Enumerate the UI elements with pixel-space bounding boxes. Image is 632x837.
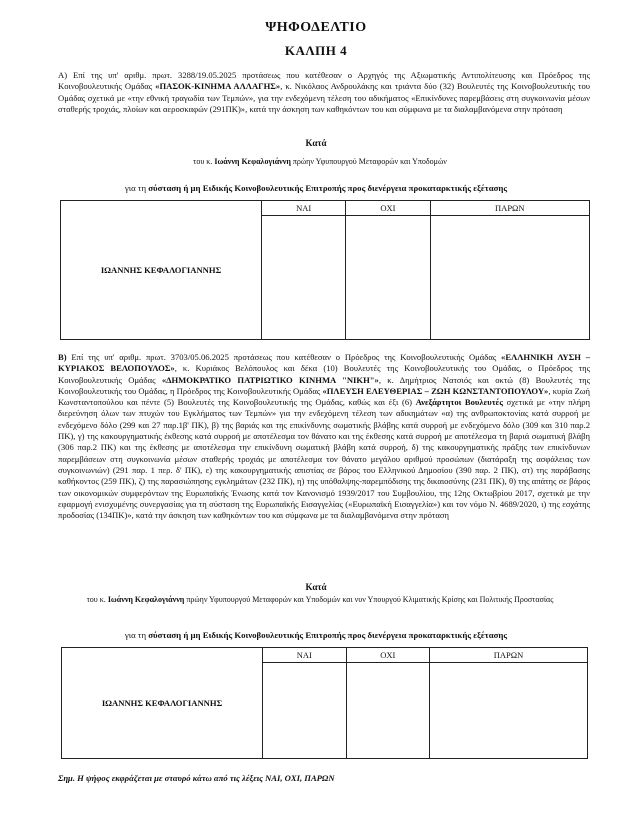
against-2-suffix: πρώην Υφυπουργού Μεταφορών και Υποδομών και νυν Υπουργού Κλιματικής Κρίσης και Πολιτικής Προστασίας — [184, 595, 554, 604]
present-header-2: ΠΑΡΩΝ — [430, 648, 588, 663]
candidate-name-1: ΙΩΑΝΝΗΣ ΚΕΦΑΛΟΓΙΑΝΝΗΣ — [100, 265, 222, 275]
yes-header-2: ΝΑΙ — [263, 648, 347, 663]
ballot-box-number: ΚΑΛΠΗ 4 — [284, 43, 348, 58]
proposal-b-text — [58, 352, 590, 521]
section-a-label: Α) — [58, 70, 68, 80]
no-header-2: ΟΧΙ — [346, 648, 430, 663]
candidate-name-2: ΙΩΑΝΝΗΣ ΚΕΦΑΛΟΓΙΑΝΝΗΣ — [101, 698, 223, 708]
proposal-b-party-1: «ΕΛΛΗΝΙΚΗ ΛΥΣΗ – ΚΥΡΙΑΚΟΣ ΒΕΛΟΠΟΥΛΟΣ» — [58, 352, 590, 374]
proposal-b-part-2: , κ. Κυριάκος Βελόπουλος και δέκα (10) Βουλευτές της Κοινοβουλευτικής του Ομάδας, ο Πρόεδρος της Κοινοβουλευτικής Ομάδας — [58, 363, 591, 385]
candidate-name-cell-2 — [62, 648, 263, 759]
proposal-b-party-2: «ΔΗΜΟΚΡΑΤΙΚΟ ΠΑΤΡΙΩΤΙΚΟ ΚΙΝΗΜΑ "ΝΙΚΗ"» — [161, 374, 379, 385]
against-heading-1: Κατά — [305, 138, 327, 148]
proposal-b-part-1: Επί της υπ' αριθμ. πρωτ. 3703/05.06.2025 προτάσεως που κατέθεσαν ο Πρόεδρος της Κοινοβουλευτικής Ομάδας — [71, 352, 502, 362]
proposal-b-part-4: , κυρία Ζωή Κωνσταντοπούλου και πέντε (5) Βουλευτές της Κοινοβουλευτικής της Ομάδας, καθώς και έξι (6) — [58, 385, 590, 408]
proposal-b-part-5: σχετικά με «την πλήρη διερεύνηση όλων των πτυχών του Εγκλήματος των Τεμπών» για την ενδεχόμενη τέλεση των αδικημάτων «α) της ανθρωποκτονίας κατά συρροή με ενδεχόμενο δόλο (299 και 27 παρ.1β' ΠΚ), β) της βαριάς και της επικίνδυνης σωματικής βλάβης κατά συρροή με ενδεχόμενο δόλο (309 και 310 παρ.2 ΠΚ), γ) της κακουργηματικής έκθεσης κατά συρροή με αποτέλεσμα τον θάνατο και της έκθεσης κατά συρροή με αποτέλεσμα τη βαριά σωματική βλάβη (306 παρ.2 ΠΚ) και της έκθεσης με αποτέλεσμα την επικίνδυνη σωματική βλάβη κατά συρροή, δ) της κακουργηματικής πράξης των επικίνδυνων παρεμβάσεων στη συγκοινωνία μέσων σταθερής τροχιάς με αποτέλεσμα τον θάνατο μεγάλου αριθμού προσώπων (διατάραξη της ασφάλειας των συγκοινωνιών) (291 παρ. 1 περ. δ' ΠΚ), ε) της κακουργηματικής απιστίας σε βάρος του Ελληνικού Δημοσίου (390 παρ. 2 ΠΚ), στ) της παράβασης καθήκοντος (259 ΠΚ), ζ) της παρασιώπησης εγκλημάτων (232 ΠΚ), η) της υπόθαλψης-παρεμπόδισης της δικαιοσύνης (231 ΠΚ), θ) της απάτης σε βάρος των οικονομικών συμφερόντων της Ευρωπαϊκής Ένωσης κατά τον Κανονισμό 1939/2017 του Συμβουλίου, της 12ης Οκτωβρίου 2017, σχετικά με την εφαρμογή ενισχυμένης συνεργασίας για τη σύσταση της Ευρωπαϊκής Εισαγγελίας («Ευρωπαϊκή Εισαγγελία») και τον νόμο Ν. 4689/2020, ι) της εσχάτης προδοσίας (134ΠΚ)», κατά την άσκηση των καθηκόντων του και σύμφωνα με τα διαλαμβανόμενα στην πρόταση — [58, 397, 590, 521]
present-header-1: ΠΑΡΩΝ — [430, 201, 589, 216]
yes-header-1: ΝΑΙ — [262, 201, 346, 216]
purpose-2-bold: σύσταση ή μη Ειδικής Κοινοβουλευτικής Επιτροπής προς διενέργεια προκαταρκτικής εξέτασης — [148, 630, 508, 640]
proposal-a-text — [58, 70, 590, 116]
against-2-name: Ιωάννη Κεφαλογιάννη — [107, 595, 185, 604]
present-mark-cell-2[interactable] — [430, 663, 588, 759]
proposal-b-part-3: , κ. Δημήτριος Νατσιός και οκτώ (8) Βουλευτές της Κοινοβουλευτικής του Ομάδας, η Πρόεδρος της Κοινοβουλευτικής Ομάδας — [58, 374, 590, 396]
purpose-2-prefix: για τη — [124, 630, 149, 640]
proposal-a-part-2: , κ. Νικόλαος Ανδρουλάκης και τριάντα δύο (32) Βουλευτές της Κοινοβουλευτικής του Ομάδας σχετικά με «την εθνική τραγωδία των Τεμπών», για την ενδεχόμενη τέλεση του αδικήματος «Επικίνδυνες παρεμβάσεις στη συγκοινωνία μέσων σταθερής τροχιάς, πλοίων και αεροσκαφών (291ΠΚ)», κατά την άσκηση των καθηκόντων του και σύμφωνα με τα διαλαμβανόμενα στην πρόταση — [58, 81, 590, 115]
yes-mark-cell-1[interactable] — [262, 216, 346, 340]
no-header-1: ΟΧΙ — [346, 201, 430, 216]
purpose-1 — [0, 183, 632, 193]
purpose-1-bold: σύσταση ή μη Ειδικής Κοινοβουλευτικής Επιτροπής προς διενέργεια προκαταρκτικής εξέτασης — [148, 183, 508, 193]
purpose-1-prefix: για τη — [124, 183, 149, 193]
no-mark-cell-2[interactable] — [346, 663, 430, 759]
against-person-1 — [70, 156, 570, 168]
against-2-prefix: του κ. — [86, 595, 108, 604]
against-person-2 — [70, 594, 570, 606]
against-1-suffix: πρώην Υφυπουργού Μεταφορών και Υποδομών — [290, 157, 447, 166]
against-1-prefix: του κ. — [193, 157, 215, 166]
ballot-title: ΨΗΦΟΔΕΛΤΙΟ — [265, 20, 367, 35]
vote-table-2 — [61, 647, 588, 759]
section-b-label: Β) — [58, 352, 67, 362]
proposal-a-party: «ΠΑΣΟΚ-ΚΙΝΗΜΑ ΑΛΛΑΓΗΣ» — [155, 81, 281, 92]
no-mark-cell-1[interactable] — [346, 216, 430, 340]
vote-table-1 — [60, 200, 590, 340]
present-mark-cell-1[interactable] — [430, 216, 589, 340]
candidate-name-cell-1 — [61, 201, 262, 340]
against-1-name: Ιωάννη Κεφαλογιάννη — [214, 157, 291, 166]
voting-note: Σημ. Η ψήφος εκφράζεται με σταυρό κάτω από τις λέξεις ΝΑΙ, ΟΧΙ, ΠΑΡΩΝ — [58, 773, 335, 783]
yes-mark-cell-2[interactable] — [263, 663, 347, 759]
against-heading-2: Κατά — [305, 582, 327, 592]
proposal-b-party-3: «ΠΛΕΥΣΗ ΕΛΕΥΘΕΡΙΑΣ – ΖΩΗ ΚΩΝΣΤΑΝΤΟΠΟΥΛΟΥ» — [322, 385, 549, 396]
proposal-b-independents: Ανεξάρτητοι Βουλευτές — [415, 397, 503, 408]
proposal-a-part-1: Επί της υπ' αριθμ. πρωτ. 3288/19.05.2025 προτάσεως που κατέθεσαν ο Αρχηγός της Αξιωματικής Αντιπολίτευσης και Πρόεδρος της Κοινοβουλευτικής Ομάδας — [58, 70, 590, 92]
purpose-2 — [0, 630, 632, 640]
